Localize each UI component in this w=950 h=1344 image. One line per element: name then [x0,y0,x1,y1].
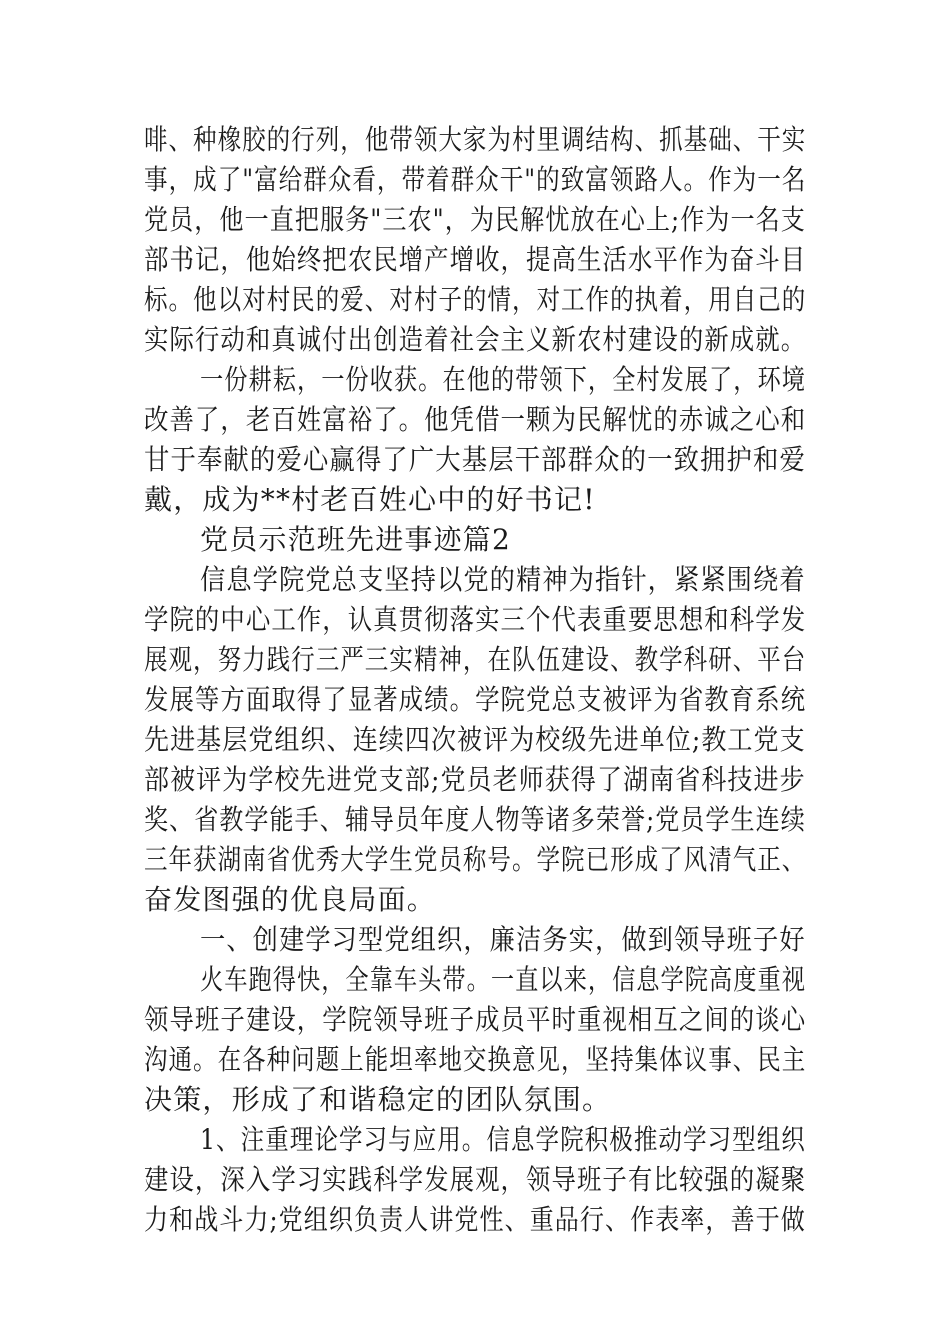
text-line: 奖、省教学能手、辅导员年度人物等诸多荣誉;党员学生连续 [144,803,806,836]
text-line: 事，成了"富给群众看，带着群众干"的致富领路人。作为一名 [144,163,807,196]
text-line: 党员，他一直把服务"三农"，为民解忧放在心上;作为一名支 [144,203,806,236]
text-line: 建设，深入学习实践科学发展观，领导班子有比较强的凝聚 [144,1163,807,1196]
subsection-heading: 一、创建学习型党组织，廉洁务实，做到领导班子好 [200,923,806,956]
paragraph-first-line: 火车跑得快，全靠车头带。一直以来，信息学院高度重视 [200,963,806,996]
paragraph-first-line: 1、注重理论学习与应用。信息学院积极推动学习型组织 [200,1123,806,1156]
text-line: 部书记，他始终把农民增产增收，提高生活水平作为奋斗目 [144,243,807,276]
text-line: 先进基层党组织、连续四次被评为校级先进单位;教工党支 [144,723,806,756]
text-line: 沟通。在各种问题上能坦率地交换意见，坚持集体议事、民主 [144,1043,807,1076]
text-line: 部被评为学校先进党支部;党员老师获得了湖南省科技进步 [144,763,806,796]
text-line: 戴，成为**村老百姓心中的好书记! [144,483,596,516]
paragraph-first-line: 一份耕耘，一份收获。在他的带领下，全村发展了，环境 [200,363,806,396]
text-line: 决策，形成了和谐稳定的团队氛围。 [144,1083,612,1116]
text-line: 力和战斗力;党组织负责人讲党性、重品行、作表率，善于做 [144,1203,806,1236]
paragraph-first-line: 信息学院党总支坚持以党的精神为指针，紧紧围绕着 [200,563,806,596]
text-line: 甘于奉献的爱心赢得了广大基层干部群众的一致拥护和爱 [144,443,806,476]
text-line: 发展等方面取得了显著成绩。学院党总支被评为省教育系统 [144,683,807,716]
section-heading: 党员示范班先进事迹篇2 [200,523,512,556]
text-line: 标。他以对村民的爱、对村子的情，对工作的执着，用自己的 [144,283,807,316]
text-line: 学院的中心工作，认真贯彻落实三个代表重要思想和科学发 [144,603,807,636]
text-line: 三年获湖南省优秀大学生党员称号。学院已形成了风清气正、 [144,843,807,876]
text-line: 展观，努力践行三严三实精神，在队伍建设、教学科研、平台 [144,643,807,676]
text-line: 改善了，老百姓富裕了。他凭借一颗为民解忧的赤诚之心和 [144,403,807,436]
text-line: 领导班子建设，学院领导班子成员平时重视相互之间的谈心 [144,1003,807,1036]
text-line: 实际行动和真诚付出创造着社会主义新农村建设的新成就。 [144,323,807,356]
text-line: 啡、种橡胶的行列，他带领大家为村里调结构、抓基础、干实 [144,123,807,156]
text-line: 奋发图强的优良局面。 [144,883,437,916]
